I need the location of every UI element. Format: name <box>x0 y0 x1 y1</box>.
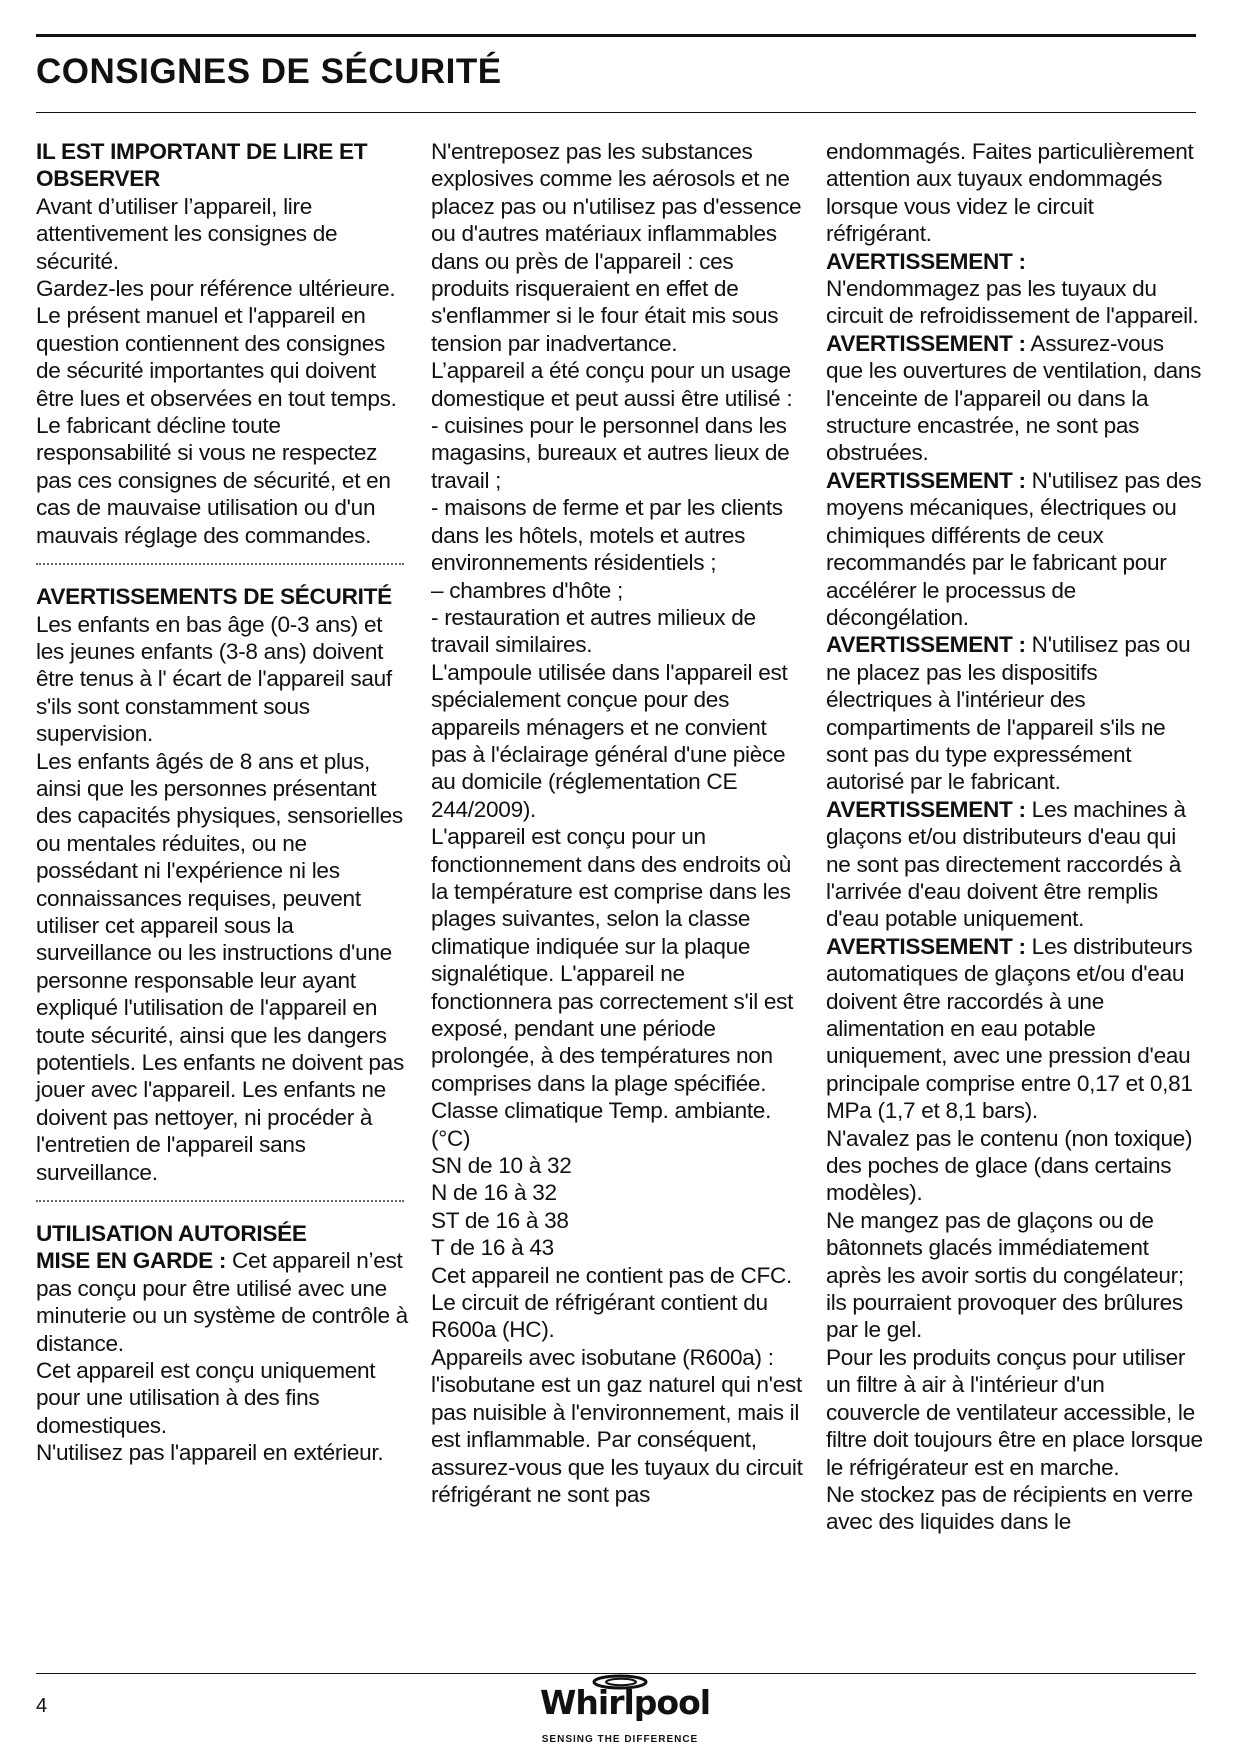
section-heading-lire: IL EST IMPORTANT DE LIRE ET OBSERVER <box>36 139 368 192</box>
warning-label: AVERTISSEMENT : <box>826 933 1026 959</box>
dotted-separator <box>36 563 404 565</box>
section-heading-avertissements: AVERTISSEMENTS DE SÉCURITÉ <box>36 584 392 610</box>
paragraph: L’appareil a été conçu pour un usage domestique et peut aussi être utilisé : <box>431 358 793 411</box>
paragraph: Les enfants en bas âge (0-3 ans) et les jeunes enfants (3-8 ans) doivent être tenus à l' écart de l'appareil sauf s'ils sont constamment sous supervision. <box>36 611 392 747</box>
climate-class-row: SN de 10 à 32 <box>431 1153 572 1179</box>
paragraph: Cet appareil est conçu uniquement pour une utilisation à des fins domestiques. <box>36 1358 376 1438</box>
paragraph: Gardez-les pour référence ultérieure. <box>36 276 396 302</box>
column-1 <box>36 138 408 1467</box>
climate-class-row: N de 16 à 32 <box>431 1180 557 1206</box>
column-2 <box>431 138 803 1508</box>
dotted-separator <box>36 1200 404 1202</box>
page-title: CONSIGNES DE SÉCURITÉ <box>36 52 502 91</box>
paragraph: N'entreposez pas les substances explosives comme les aérosols et ne placez pas ou n'utilisez pas d'essence ou d'autres matériaux inflammables dans ou près de l'appareil : ces produits risqueraient en effet de s'enflammer si le four était mis sous tension par inadvertance. <box>431 139 802 356</box>
paragraph: Le présent manuel et l'appareil en question contiennent des consignes de sécurité importantes qui doivent être lues et observées en tout temps. <box>36 303 397 411</box>
column-3 <box>826 138 1204 1536</box>
paragraph: Appareils avec isobutane (R600a) : l'isobutane est un gaz naturel qui n'est pas nuisible à l'environnement, mais il est inflammable. Par conséquent, assurez-vous que les tuyaux du circuit réfrigérant ne sont pas <box>431 1344 803 1507</box>
warning-label: AVERTISSEMENT : <box>826 467 1026 493</box>
list-item: - maisons de ferme et par les clients dans les hôtels, motels et autres environnements résidentiels ; <box>431 495 783 576</box>
paragraph: N'utilisez pas l'appareil en extérieur. <box>36 1440 384 1466</box>
paragraph: Avant d’utiliser l’appareil, lire attentivement les consignes de sécurité. <box>36 193 338 274</box>
warning-label: AVERTISSEMENT : <box>826 248 1026 274</box>
paragraph: L'appareil est conçu pour un fonctionnement dans des endroits où la température est comprise dans les plages suivantes, selon la classe climatique indiquée sur la plaque signalétique. L'appareil ne fonctionnera pas correctement s'il est exposé, pendant une période prolongée, à des températures non comprises dans la plage spécifiée. <box>431 824 794 1096</box>
warning-label: AVERTISSEMENT : <box>826 330 1026 356</box>
paragraph: endommagés. Faites particulièrement attention aux tuyaux endommagés lorsque vous videz le circuit réfrigérant. <box>826 139 1194 247</box>
paragraph: Ne stockez pas de récipients en verre avec des liquides dans le <box>826 1481 1193 1535</box>
list-item: - restauration et autres milieux de travail similaires. <box>431 604 756 658</box>
paragraph <box>36 1247 408 1357</box>
top-rule <box>36 34 1196 37</box>
paragraph: Le fabricant décline toute responsabilité si vous ne respectez pas ces consignes de sécurité, et en cas de mauvaise utilisation ou d'un mauvais réglage des commandes. <box>36 413 391 548</box>
warning-paragraph: AVERTISSEMENT : N'utilisez pas des moyens mécaniques, électriques ou chimiques différents de ceux recommandés par le fabricant pour accélérer le processus de décongélation. <box>826 467 1202 630</box>
paragraph: Pour les produits conçus pour utiliser un filtre à air à l'intérieur d'un couvercle de ventilateur accessible, le filtre doit toujours être en place lorsque le réfrigérateur est en marche. <box>826 1344 1203 1480</box>
climate-class-row: T de 16 à 43 <box>431 1235 554 1261</box>
page-number: 4 <box>36 1695 48 1717</box>
list-item: – chambres d'hôte ; <box>431 577 624 603</box>
whirlpool-logo <box>540 1672 711 1754</box>
warning-paragraph: AVERTISSEMENT : Assurez-vous que les ouvertures de ventilation, dans l'enceinte de l'appareil ou dans la structure encastrée, ne sont pas obstruées. <box>826 330 1202 466</box>
mise-en-garde-label: MISE EN GARDE : <box>36 1248 227 1274</box>
paragraph: Ne mangez pas de glaçons ou de bâtonnets glacés immédiatement après les avoir sortis du congélateur; ils pourraient provoquer des brûlures par le gel. <box>826 1207 1184 1343</box>
title-rule <box>36 112 1196 113</box>
warning-paragraph: AVERTISSEMENT : N'utilisez pas ou ne placez pas les dispositifs électriques à l'intérieur des compartiments de l'appareil s'ils ne sont pas du type expressément autorisé par le fabricant. <box>826 632 1191 795</box>
paragraph: Cet appareil ne contient pas de CFC. Le circuit de réfrigérant contient du R600a (HC). <box>431 1262 792 1343</box>
paragraph: L'ampoule utilisée dans l'appareil est spécialement conçue pour des appareils ménagers et ne convient pas à l'éclairage général d'une pièce au domicile (réglementation CE 244/2009). <box>431 659 788 822</box>
section-heading-utilisation: UTILISATION AUTORISÉE <box>36 1221 307 1247</box>
paragraph: N'avalez pas le contenu (non toxique) des poches de glace (dans certains modèles). <box>826 1125 1193 1206</box>
list-item: - cuisines pour le personnel dans les magasins, bureaux et autres lieux de travail ; <box>431 413 790 493</box>
tagline: SENSING THE DIFFERENCE <box>541 1734 699 1745</box>
warning-paragraph: AVERTISSEMENT : Les distributeurs automatiques de glaçons et/ou d'eau doivent être raccordés à une alimentation en eau potable uniquement, avec une pression d'eau principale comprise entre 0,17 et 0,81 MPa (1,7 et 8,1 bars). <box>826 933 1193 1124</box>
paragraph-text: Cet appareil n’est pas conçu pour être utilisé avec une minuterie ou un système de contrôle à distance. <box>36 1248 408 1356</box>
warning-label: AVERTISSEMENT : <box>826 796 1026 822</box>
warning-label: AVERTISSEMENT : <box>826 632 1026 658</box>
brand-name: Whirlpool <box>540 1683 711 1722</box>
paragraph: N'endommagez pas les tuyaux du circuit de refroidissement de l'appareil. <box>826 276 1199 329</box>
climate-class-header: Classe climatique Temp. ambiante. (°C) <box>431 1098 772 1151</box>
paragraph: Les enfants âgés de 8 ans et plus, ainsi que les personnes présentant des capacités physiques, sensorielles ou mentales réduites, ou ne possédant ni l'expérience ni les connaissances requises, peuvent utiliser cet appareil sous la surveillance ou les instructions d'une personne responsable leur ayant expliqué l'utilisation de l'appareil en toute sécurité, ainsi que les dangers potentiels. Les enfants ne doivent pas jouer avec l'appareil. Les enfants ne doivent pas nettoyer, ni procéder à l'entretien de l'appareil sans surveillance. <box>36 748 404 1185</box>
climate-class-row: ST de 16 à 38 <box>431 1207 569 1233</box>
warning-paragraph: AVERTISSEMENT : Les machines à glaçons et/ou distributeurs d'eau qui ne sont pas directement raccordés à l'arrivée d'eau doivent être remplis d'eau potable uniquement. <box>826 796 1186 932</box>
